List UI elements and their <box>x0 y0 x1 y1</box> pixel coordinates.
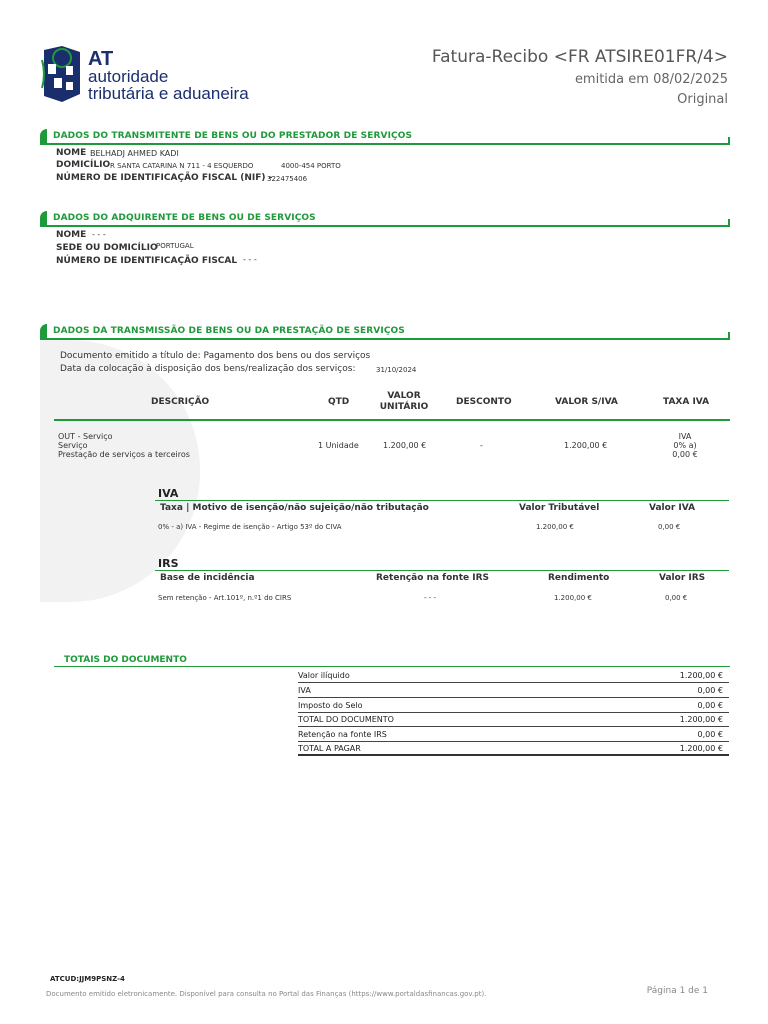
buyer-section-header <box>40 211 730 227</box>
seller-nif: 322475406 <box>267 175 308 183</box>
total-value: 1.200,00 € <box>679 715 723 724</box>
buyer-nif-label: NÚMERO DE IDENTIFICAÇÃO FISCAL <box>56 256 238 266</box>
page-number: Página 1 de 1 <box>646 986 708 996</box>
logo-line2: tributária e aduaneira <box>88 84 249 103</box>
iva-title: IVA <box>158 487 179 500</box>
irs-row-rendimento: 1.200,00 € <box>554 594 592 602</box>
total-row-iva <box>298 683 729 698</box>
footer-note: Documento emitido eletronicamente. Disponível para consulta no Portal das Finanças (https://www.portaldasfinancas.gov.pt). <box>46 990 487 998</box>
col-desconto: DESCONTO <box>456 397 512 407</box>
iva-col-taxa: Taxa | Motivo de isenção/não sujeição/não tributação <box>160 503 429 513</box>
buyer-nif: - - - <box>243 255 257 264</box>
item-desc-line1: OUT - Serviço <box>58 432 113 441</box>
col-valor-unit-line2: UNITÁRIO <box>379 402 429 412</box>
seller-nif-label: NÚMERO DE IDENTIFICAÇÃO FISCAL (NIF) - <box>56 173 273 183</box>
total-value: 0,00 € <box>697 701 723 710</box>
total-label: IVA <box>298 686 311 695</box>
item-taxa-line2: 0% a) <box>673 441 697 450</box>
at-shield-icon <box>40 44 84 106</box>
total-value: 0,00 € <box>697 686 723 695</box>
seller-address-label: DOMICÍLIO <box>56 160 111 170</box>
item-taxa-line3: 0,00 € <box>672 450 698 459</box>
document-title: Fatura-Recibo <FR ATSIRE01FR/4> <box>431 47 728 67</box>
iva-row-valor-iva: 0,00 € <box>658 523 681 531</box>
irs-col-rendimento: Rendimento <box>548 573 610 583</box>
total-label: Retenção na fonte IRS <box>298 730 387 739</box>
total-value: 1.200,00 € <box>679 744 723 753</box>
item-desc-line2: Serviço <box>58 441 88 450</box>
item-valor-unit: 1.200,00 € <box>383 441 427 450</box>
items-header-rule <box>54 419 730 421</box>
col-taxa-iva: TAXA IVA <box>663 397 710 407</box>
seller-name-label: NOME <box>56 148 87 158</box>
copy-type: Original <box>677 92 728 107</box>
buyer-name: - - - <box>92 230 106 239</box>
buyer-address: PORTUGAL <box>156 242 194 250</box>
seller-section-title: DADOS DO TRANSMITENTE DE BENS OU DO PRESTADOR DE SERVIÇOS <box>53 131 413 141</box>
total-row-total-documento <box>298 712 729 727</box>
irs-row-retencao: - - - <box>424 594 437 602</box>
irs-col-base: Base de incidência <box>160 573 255 583</box>
doc-purpose: Documento emitido a título de: Pagamento dos bens ou dos serviços <box>60 351 371 361</box>
atcud-code: ATCUD:JJM9PSNZ-4 <box>50 975 125 983</box>
item-desc-line3: Prestação de serviços a terceiros <box>58 450 190 459</box>
totals-rule <box>54 666 730 667</box>
item-valor-siva: 1.200,00 € <box>564 441 608 450</box>
seller-address: R SANTA CATARINA N 711 - 4 ESQUERDO <box>110 162 254 170</box>
item-taxa-iva <box>664 432 706 459</box>
seller-section-header <box>40 129 730 145</box>
delivery-date: 31/10/2024 <box>376 366 417 374</box>
col-qtd: QTD <box>328 397 350 407</box>
buyer-name-label: NOME <box>56 230 87 240</box>
total-label: Valor ilíquido <box>298 671 350 680</box>
total-row-imposto-selo <box>298 698 729 713</box>
item-taxa-line1: IVA <box>678 432 692 441</box>
total-label: Imposto do Selo <box>298 701 363 710</box>
item-desconto: - <box>480 441 483 450</box>
iva-rule <box>155 500 729 501</box>
total-label: TOTAL A PAGAR <box>298 744 361 753</box>
totals-title: TOTAIS DO DOCUMENTO <box>64 655 187 665</box>
buyer-address-label: SEDE OU DOMICÍLIO <box>56 243 158 253</box>
delivery-date-label: Data da colocação à disposição dos bens/realização dos serviços: <box>60 364 356 374</box>
item-desc <box>58 432 190 459</box>
at-logo <box>40 44 280 108</box>
col-valor-unitario <box>373 391 435 413</box>
col-valor-siva: VALOR S/IVA <box>555 397 618 407</box>
item-qtd: 1 Unidade <box>318 441 359 450</box>
transmission-section-title: DADOS DA TRANSMISSÃO DE BENS OU DA PRESTAÇÃO DE SERVIÇOS <box>53 326 405 336</box>
total-value: 0,00 € <box>697 730 723 739</box>
irs-col-valor: Valor IRS <box>659 573 706 583</box>
irs-row-valor: 0,00 € <box>665 594 688 602</box>
col-descricao: DESCRIÇÃO <box>151 397 210 407</box>
total-row-total-pagar <box>298 741 729 756</box>
col-valor-unit-line1: VALOR <box>387 391 421 401</box>
iva-col-valor-trib: Valor Tributável <box>519 503 600 513</box>
transmission-section-header <box>40 324 730 340</box>
iva-row-valor-trib: 1.200,00 € <box>536 523 574 531</box>
issue-date: emitida em 08/02/2025 <box>574 72 728 87</box>
total-value: 1.200,00 € <box>679 671 723 680</box>
total-label: TOTAL DO DOCUMENTO <box>298 715 394 724</box>
seller-name: BELHADJ AHMED KADI <box>90 149 179 158</box>
total-row-valor-iliquido <box>298 668 729 683</box>
seller-postal: 4000-454 PORTO <box>281 162 341 170</box>
iva-row-motivo: 0% - a) IVA - Regime de isenção - Artigo 53º do CIVA <box>158 523 342 531</box>
buyer-section-title: DADOS DO ADQUIRENTE DE BENS OU DE SERVIÇOS <box>53 213 316 223</box>
irs-row-base: Sem retenção - Art.101º, n.º1 do CIRS <box>158 594 292 602</box>
total-row-retencao-irs <box>298 727 729 742</box>
irs-title: IRS <box>158 557 179 570</box>
logo-at: AT <box>88 48 114 70</box>
irs-col-retencao: Retenção na fonte IRS <box>376 573 489 583</box>
irs-rule <box>155 570 729 571</box>
iva-col-valor-iva: Valor IVA <box>649 503 696 513</box>
logo-line1: autoridade <box>88 67 169 86</box>
